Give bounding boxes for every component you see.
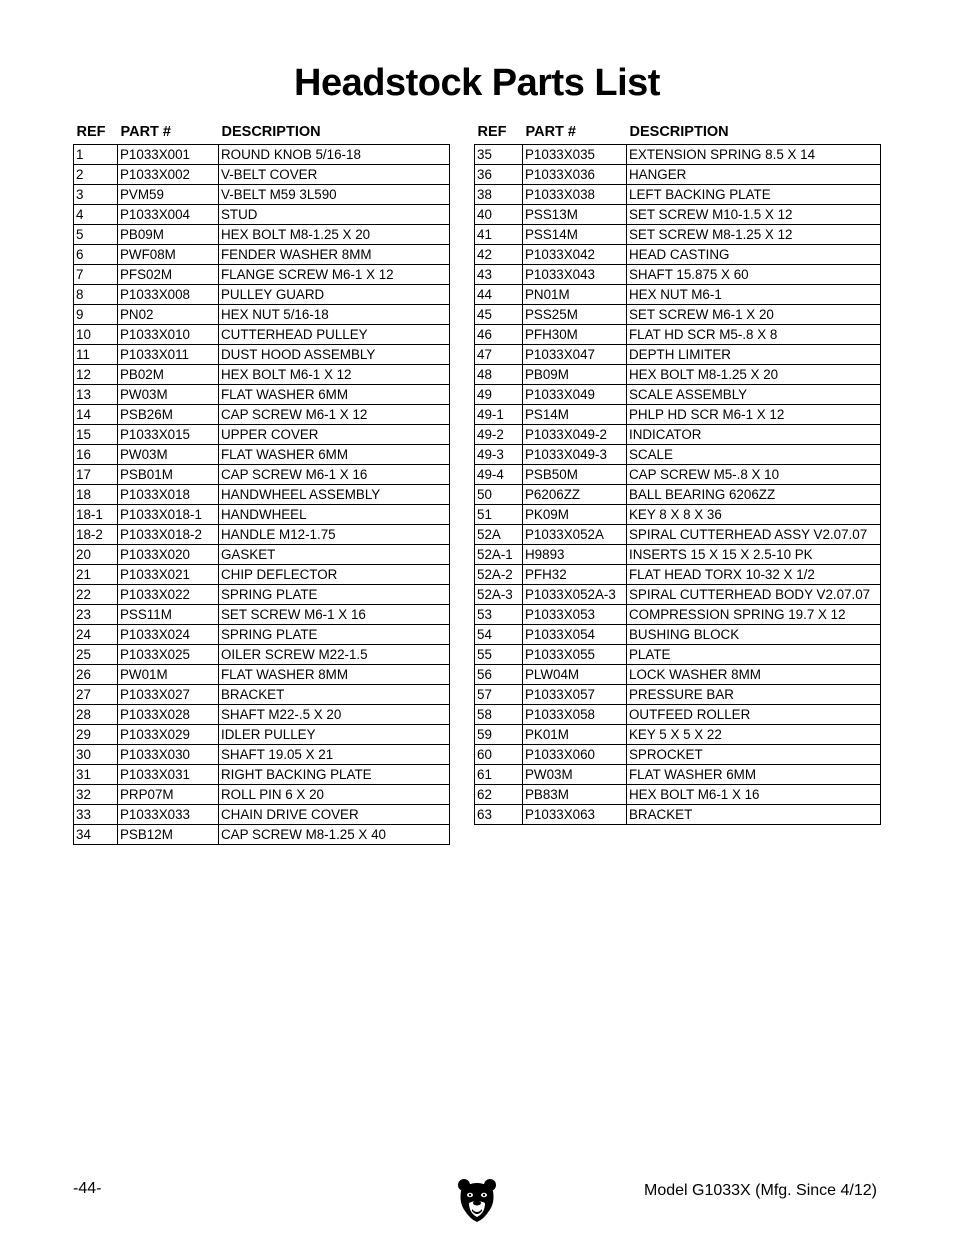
part-number-cell: PB09M bbox=[118, 225, 219, 245]
description-cell: V-BELT COVER bbox=[219, 165, 450, 185]
description-cell: SCALE bbox=[627, 445, 881, 465]
description-cell: INSERTS 15 X 15 X 2.5-10 PK bbox=[627, 545, 881, 565]
table-row bbox=[74, 685, 450, 705]
ref-cell: 14 bbox=[74, 405, 118, 425]
table-row bbox=[74, 165, 450, 185]
description-cell: FLAT WASHER 6MM bbox=[627, 765, 881, 785]
description-cell: KEY 5 X 5 X 22 bbox=[627, 725, 881, 745]
table-row bbox=[475, 405, 881, 425]
description-cell: SHAFT 19.05 X 21 bbox=[219, 745, 450, 765]
description-cell: KEY 8 X 8 X 36 bbox=[627, 505, 881, 525]
table-header-row bbox=[74, 121, 450, 145]
part-number-cell: P1033X015 bbox=[118, 425, 219, 445]
ref-cell: 2 bbox=[74, 165, 118, 185]
part-number-cell: PFS02M bbox=[118, 265, 219, 285]
part-number-cell: P6206ZZ bbox=[523, 485, 627, 505]
part-number-cell: P1033X047 bbox=[523, 345, 627, 365]
ref-cell: 32 bbox=[74, 785, 118, 805]
description-cell: FLAT HEAD TORX 10-32 X 1/2 bbox=[627, 565, 881, 585]
table-row bbox=[475, 605, 881, 625]
part-number-cell: PK09M bbox=[523, 505, 627, 525]
table-row bbox=[475, 185, 881, 205]
description-cell: RIGHT BACKING PLATE bbox=[219, 765, 450, 785]
ref-cell: 49 bbox=[475, 385, 523, 405]
description-cell: HEAD CASTING bbox=[627, 245, 881, 265]
table-row bbox=[475, 525, 881, 545]
part-number-cell: P1033X031 bbox=[118, 765, 219, 785]
description-cell: SPIRAL CUTTERHEAD BODY V2.07.07 bbox=[627, 585, 881, 605]
part-number-cell: PW03M bbox=[118, 445, 219, 465]
table-row bbox=[74, 285, 450, 305]
table-row bbox=[74, 265, 450, 285]
ref-cell: 51 bbox=[475, 505, 523, 525]
part-number-cell: P1033X018 bbox=[118, 485, 219, 505]
page-number: -44- bbox=[73, 1180, 102, 1197]
part-number-cell: P1033X060 bbox=[523, 745, 627, 765]
ref-cell: 58 bbox=[475, 705, 523, 725]
ref-cell: 9 bbox=[74, 305, 118, 325]
part-number-cell: PLW04M bbox=[523, 665, 627, 685]
part-number-cell: PN01M bbox=[523, 285, 627, 305]
description-cell: PLATE bbox=[627, 645, 881, 665]
table-row bbox=[475, 585, 881, 605]
ref-cell: 3 bbox=[74, 185, 118, 205]
part-number-cell: P1033X042 bbox=[523, 245, 627, 265]
description-cell: FLAT HD SCR M5-.8 X 8 bbox=[627, 325, 881, 345]
part-number-cell: PSB12M bbox=[118, 825, 219, 845]
description-cell: OUTFEED ROLLER bbox=[627, 705, 881, 725]
ref-cell: 18-2 bbox=[74, 525, 118, 545]
table-row bbox=[74, 825, 450, 845]
part-number-cell: P1033X055 bbox=[523, 645, 627, 665]
table-row bbox=[74, 465, 450, 485]
ref-cell: 1 bbox=[74, 145, 118, 165]
ref-cell: 17 bbox=[74, 465, 118, 485]
description-cell: DUST HOOD ASSEMBLY bbox=[219, 345, 450, 365]
ref-cell: 63 bbox=[475, 805, 523, 825]
description-cell: LOCK WASHER 8MM bbox=[627, 665, 881, 685]
description-cell: BRACKET bbox=[627, 805, 881, 825]
description-cell: CAP SCREW M5-.8 X 10 bbox=[627, 465, 881, 485]
description-cell: FLAT WASHER 6MM bbox=[219, 445, 450, 465]
table-row bbox=[74, 665, 450, 685]
table-row bbox=[475, 665, 881, 685]
description-cell: HEX BOLT M8-1.25 X 20 bbox=[219, 225, 450, 245]
table-row bbox=[475, 785, 881, 805]
part-number-cell: PSS14M bbox=[523, 225, 627, 245]
description-cell: ROLL PIN 6 X 20 bbox=[219, 785, 450, 805]
description-cell: FLAT WASHER 6MM bbox=[219, 385, 450, 405]
table-row bbox=[74, 525, 450, 545]
table-row bbox=[74, 445, 450, 465]
page-title: Headstock Parts List bbox=[294, 62, 660, 104]
description-cell: CAP SCREW M8-1.25 X 40 bbox=[219, 825, 450, 845]
ref-cell: 49-2 bbox=[475, 425, 523, 445]
part-number-cell: P1033X053 bbox=[523, 605, 627, 625]
description-cell: EXTENSION SPRING 8.5 X 14 bbox=[627, 145, 881, 165]
table-row bbox=[74, 745, 450, 765]
ref-cell: 22 bbox=[74, 585, 118, 605]
table-row bbox=[475, 165, 881, 185]
table-row bbox=[475, 425, 881, 445]
ref-cell: 41 bbox=[475, 225, 523, 245]
description-cell: CAP SCREW M6-1 X 16 bbox=[219, 465, 450, 485]
table-row bbox=[475, 685, 881, 705]
ref-cell: 29 bbox=[74, 725, 118, 745]
ref-cell: 49-4 bbox=[475, 465, 523, 485]
table-row bbox=[74, 505, 450, 525]
part-number-cell: PSB50M bbox=[523, 465, 627, 485]
table-row bbox=[475, 285, 881, 305]
ref-cell: 18-1 bbox=[74, 505, 118, 525]
ref-cell: 53 bbox=[475, 605, 523, 625]
part-number-cell: H9893 bbox=[523, 545, 627, 565]
description-cell: ROUND KNOB 5/16-18 bbox=[219, 145, 450, 165]
part-number-cell: P1033X028 bbox=[118, 705, 219, 725]
ref-cell: 23 bbox=[74, 605, 118, 625]
part-number-cell: P1033X054 bbox=[523, 625, 627, 645]
table-row bbox=[475, 565, 881, 585]
ref-cell: 34 bbox=[74, 825, 118, 845]
part-number-cell: P1033X001 bbox=[118, 145, 219, 165]
table-row bbox=[475, 305, 881, 325]
part-number-cell: PS14M bbox=[523, 405, 627, 425]
part-number-cell: P1033X030 bbox=[118, 745, 219, 765]
grizzly-bear-logo-icon bbox=[457, 1177, 497, 1223]
parts-table-left bbox=[73, 121, 450, 845]
description-cell: UPPER COVER bbox=[219, 425, 450, 445]
table-row bbox=[74, 485, 450, 505]
part-number-cell: PW03M bbox=[118, 385, 219, 405]
ref-cell: 5 bbox=[74, 225, 118, 245]
part-number-cell: P1033X008 bbox=[118, 285, 219, 305]
part-number-cell: P1033X036 bbox=[523, 165, 627, 185]
table-row bbox=[475, 725, 881, 745]
description-cell: HEX BOLT M6-1 X 16 bbox=[627, 785, 881, 805]
ref-cell: 13 bbox=[74, 385, 118, 405]
description-cell: GASKET bbox=[219, 545, 450, 565]
ref-cell: 33 bbox=[74, 805, 118, 825]
ref-cell: 46 bbox=[475, 325, 523, 345]
ref-cell: 56 bbox=[475, 665, 523, 685]
description-cell: PHLP HD SCR M6-1 X 12 bbox=[627, 405, 881, 425]
table-row bbox=[475, 365, 881, 385]
ref-cell: 27 bbox=[74, 685, 118, 705]
part-number-cell: P1033X027 bbox=[118, 685, 219, 705]
ref-cell: 6 bbox=[74, 245, 118, 265]
part-number-cell: PVM59 bbox=[118, 185, 219, 205]
table-row bbox=[74, 145, 450, 165]
table-row bbox=[74, 385, 450, 405]
part-number-cell: P1033X052A bbox=[523, 525, 627, 545]
part-number-cell: PSB01M bbox=[118, 465, 219, 485]
table-row bbox=[74, 805, 450, 825]
description-cell: SET SCREW M10-1.5 X 12 bbox=[627, 205, 881, 225]
ref-cell: 47 bbox=[475, 345, 523, 365]
part-number-cell: PSS13M bbox=[523, 205, 627, 225]
ref-column-header: REF bbox=[477, 124, 507, 140]
table-row bbox=[475, 345, 881, 365]
table-row bbox=[475, 325, 881, 345]
description-cell: BRACKET bbox=[219, 685, 450, 705]
description-cell: SPRING PLATE bbox=[219, 625, 450, 645]
ref-cell: 11 bbox=[74, 345, 118, 365]
table-row bbox=[74, 245, 450, 265]
table-row bbox=[74, 705, 450, 725]
ref-cell: 61 bbox=[475, 765, 523, 785]
description-cell: SPRING PLATE bbox=[219, 585, 450, 605]
part-number-cell: P1033X043 bbox=[523, 265, 627, 285]
parts-table-right-body bbox=[475, 145, 881, 825]
part-number-cell: P1033X035 bbox=[523, 145, 627, 165]
ref-cell: 36 bbox=[475, 165, 523, 185]
part-number-cell: P1033X002 bbox=[118, 165, 219, 185]
ref-cell: 52A-1 bbox=[475, 545, 523, 565]
ref-cell: 42 bbox=[475, 245, 523, 265]
ref-cell: 31 bbox=[74, 765, 118, 785]
part-number-cell: P1033X011 bbox=[118, 345, 219, 365]
ref-cell: 59 bbox=[475, 725, 523, 745]
description-cell: FENDER WASHER 8MM bbox=[219, 245, 450, 265]
description-cell: HANDWHEEL ASSEMBLY bbox=[219, 485, 450, 505]
table-row bbox=[475, 485, 881, 505]
description-cell: CHIP DEFLECTOR bbox=[219, 565, 450, 585]
table-row bbox=[475, 145, 881, 165]
part-number-cell: P1033X018-1 bbox=[118, 505, 219, 525]
part-number-cell: P1033X018-2 bbox=[118, 525, 219, 545]
table-row bbox=[475, 205, 881, 225]
table-row bbox=[475, 445, 881, 465]
part-number-cell: P1033X049-2 bbox=[523, 425, 627, 445]
part-number-cell: PW03M bbox=[523, 765, 627, 785]
part-number-cell: PFH30M bbox=[523, 325, 627, 345]
ref-cell: 55 bbox=[475, 645, 523, 665]
ref-cell: 7 bbox=[74, 265, 118, 285]
description-cell: SHAFT M22-.5 X 20 bbox=[219, 705, 450, 725]
part-number-cell: PWF08M bbox=[118, 245, 219, 265]
description-cell: INDICATOR bbox=[627, 425, 881, 445]
table-row bbox=[74, 365, 450, 385]
description-cell: IDLER PULLEY bbox=[219, 725, 450, 745]
table-row bbox=[74, 545, 450, 565]
table-row bbox=[74, 425, 450, 445]
description-column-header: DESCRIPTION bbox=[629, 124, 729, 140]
table-row bbox=[74, 625, 450, 645]
ref-cell: 45 bbox=[475, 305, 523, 325]
parts-table-right bbox=[474, 121, 881, 825]
part-number-cell: PW01M bbox=[118, 665, 219, 685]
part-number-cell: PB83M bbox=[523, 785, 627, 805]
part-number-cell: P1033X063 bbox=[523, 805, 627, 825]
ref-cell: 49-3 bbox=[475, 445, 523, 465]
ref-cell: 38 bbox=[475, 185, 523, 205]
description-cell: HEX NUT 5/16-18 bbox=[219, 305, 450, 325]
part-number-cell: P1033X004 bbox=[118, 205, 219, 225]
part-number-cell: P1033X029 bbox=[118, 725, 219, 745]
description-cell: HANGER bbox=[627, 165, 881, 185]
table-header-row bbox=[475, 121, 881, 145]
part-number-cell: PSS25M bbox=[523, 305, 627, 325]
ref-cell: 40 bbox=[475, 205, 523, 225]
part-number-cell: P1033X058 bbox=[523, 705, 627, 725]
description-cell: SET SCREW M6-1 X 16 bbox=[219, 605, 450, 625]
ref-cell: 18 bbox=[74, 485, 118, 505]
description-cell: FLANGE SCREW M6-1 X 12 bbox=[219, 265, 450, 285]
part-number-cell: PK01M bbox=[523, 725, 627, 745]
description-column-header: DESCRIPTION bbox=[221, 124, 321, 140]
table-row bbox=[74, 305, 450, 325]
part-number-cell: P1033X010 bbox=[118, 325, 219, 345]
part-number-column-header: PART # bbox=[120, 124, 171, 140]
description-cell: BALL BEARING 6206ZZ bbox=[627, 485, 881, 505]
part-number-cell: P1033X049 bbox=[523, 385, 627, 405]
description-cell: CAP SCREW M6-1 X 12 bbox=[219, 405, 450, 425]
description-cell: CHAIN DRIVE COVER bbox=[219, 805, 450, 825]
table-row bbox=[74, 185, 450, 205]
ref-cell: 20 bbox=[74, 545, 118, 565]
description-cell: OILER SCREW M22-1.5 bbox=[219, 645, 450, 665]
part-number-cell: P1033X057 bbox=[523, 685, 627, 705]
table-row bbox=[475, 645, 881, 665]
description-cell: HANDWHEEL bbox=[219, 505, 450, 525]
description-cell: HEX NUT M6-1 bbox=[627, 285, 881, 305]
table-row bbox=[74, 225, 450, 245]
description-cell: SET SCREW M8-1.25 X 12 bbox=[627, 225, 881, 245]
part-number-cell: PB02M bbox=[118, 365, 219, 385]
table-row bbox=[74, 785, 450, 805]
ref-cell: 12 bbox=[74, 365, 118, 385]
ref-cell: 60 bbox=[475, 745, 523, 765]
description-cell: PULLEY GUARD bbox=[219, 285, 450, 305]
part-number-cell: P1033X020 bbox=[118, 545, 219, 565]
table-row bbox=[475, 625, 881, 645]
part-number-cell: P1033X025 bbox=[118, 645, 219, 665]
part-number-cell: P1033X052A-3 bbox=[523, 585, 627, 605]
ref-cell: 16 bbox=[74, 445, 118, 465]
ref-cell: 28 bbox=[74, 705, 118, 725]
ref-cell: 52A bbox=[475, 525, 523, 545]
model-label: Model G1033X (Mfg. Since 4/12) bbox=[643, 1182, 877, 1199]
ref-cell: 57 bbox=[475, 685, 523, 705]
part-number-cell: P1033X049-3 bbox=[523, 445, 627, 465]
description-cell: HEX BOLT M8-1.25 X 20 bbox=[627, 365, 881, 385]
ref-cell: 52A-3 bbox=[475, 585, 523, 605]
table-row bbox=[74, 645, 450, 665]
description-cell: STUD bbox=[219, 205, 450, 225]
ref-cell: 8 bbox=[74, 285, 118, 305]
table-row bbox=[475, 765, 881, 785]
ref-cell: 48 bbox=[475, 365, 523, 385]
description-cell: SHAFT 15.875 X 60 bbox=[627, 265, 881, 285]
ref-cell: 52A-2 bbox=[475, 565, 523, 585]
description-cell: PRESSURE BAR bbox=[627, 685, 881, 705]
ref-cell: 25 bbox=[74, 645, 118, 665]
part-number-cell: P1033X033 bbox=[118, 805, 219, 825]
table-row bbox=[74, 765, 450, 785]
table-row bbox=[475, 505, 881, 525]
table-row bbox=[74, 605, 450, 625]
table-row bbox=[475, 385, 881, 405]
table-row bbox=[475, 545, 881, 565]
part-number-cell: PB09M bbox=[523, 365, 627, 385]
description-cell: LEFT BACKING PLATE bbox=[627, 185, 881, 205]
ref-cell: 10 bbox=[74, 325, 118, 345]
ref-cell: 62 bbox=[475, 785, 523, 805]
table-row bbox=[475, 465, 881, 485]
table-row bbox=[74, 585, 450, 605]
part-number-cell: P1033X021 bbox=[118, 565, 219, 585]
part-number-cell: PRP07M bbox=[118, 785, 219, 805]
parts-table-left-body bbox=[74, 145, 450, 845]
description-cell: SET SCREW M6-1 X 20 bbox=[627, 305, 881, 325]
ref-cell: 30 bbox=[74, 745, 118, 765]
ref-cell: 50 bbox=[475, 485, 523, 505]
description-cell: SPIRAL CUTTERHEAD ASSY V2.07.07 bbox=[627, 525, 881, 545]
part-number-cell: P1033X038 bbox=[523, 185, 627, 205]
table-row bbox=[74, 325, 450, 345]
table-row bbox=[475, 245, 881, 265]
description-cell: HANDLE M12-1.75 bbox=[219, 525, 450, 545]
part-number-cell: P1033X024 bbox=[118, 625, 219, 645]
ref-cell: 49-1 bbox=[475, 405, 523, 425]
description-cell: BUSHING BLOCK bbox=[627, 625, 881, 645]
ref-cell: 43 bbox=[475, 265, 523, 285]
table-row bbox=[475, 745, 881, 765]
ref-cell: 4 bbox=[74, 205, 118, 225]
part-number-column-header: PART # bbox=[525, 124, 576, 140]
ref-cell: 24 bbox=[74, 625, 118, 645]
table-row bbox=[74, 345, 450, 365]
ref-cell: 26 bbox=[74, 665, 118, 685]
description-cell: SCALE ASSEMBLY bbox=[627, 385, 881, 405]
description-cell: CUTTERHEAD PULLEY bbox=[219, 325, 450, 345]
description-cell: DEPTH LIMITER bbox=[627, 345, 881, 365]
table-row bbox=[74, 725, 450, 745]
table-row bbox=[475, 265, 881, 285]
table-row bbox=[74, 565, 450, 585]
part-number-cell: PSB26M bbox=[118, 405, 219, 425]
ref-cell: 21 bbox=[74, 565, 118, 585]
table-row bbox=[74, 405, 450, 425]
ref-cell: 15 bbox=[74, 425, 118, 445]
ref-cell: 54 bbox=[475, 625, 523, 645]
description-cell: SPROCKET bbox=[627, 745, 881, 765]
table-row bbox=[475, 705, 881, 725]
table-row bbox=[475, 805, 881, 825]
description-cell: HEX BOLT M6-1 X 12 bbox=[219, 365, 450, 385]
table-row bbox=[74, 205, 450, 225]
part-number-cell: PSS11M bbox=[118, 605, 219, 625]
description-cell: FLAT WASHER 8MM bbox=[219, 665, 450, 685]
part-number-cell: P1033X022 bbox=[118, 585, 219, 605]
ref-cell: 44 bbox=[475, 285, 523, 305]
table-row bbox=[475, 225, 881, 245]
description-cell: V-BELT M59 3L590 bbox=[219, 185, 450, 205]
part-number-cell: PFH32 bbox=[523, 565, 627, 585]
part-number-cell: PN02 bbox=[118, 305, 219, 325]
description-cell: COMPRESSION SPRING 19.7 X 12 bbox=[627, 605, 881, 625]
ref-column-header: REF bbox=[76, 124, 106, 140]
ref-cell: 35 bbox=[475, 145, 523, 165]
